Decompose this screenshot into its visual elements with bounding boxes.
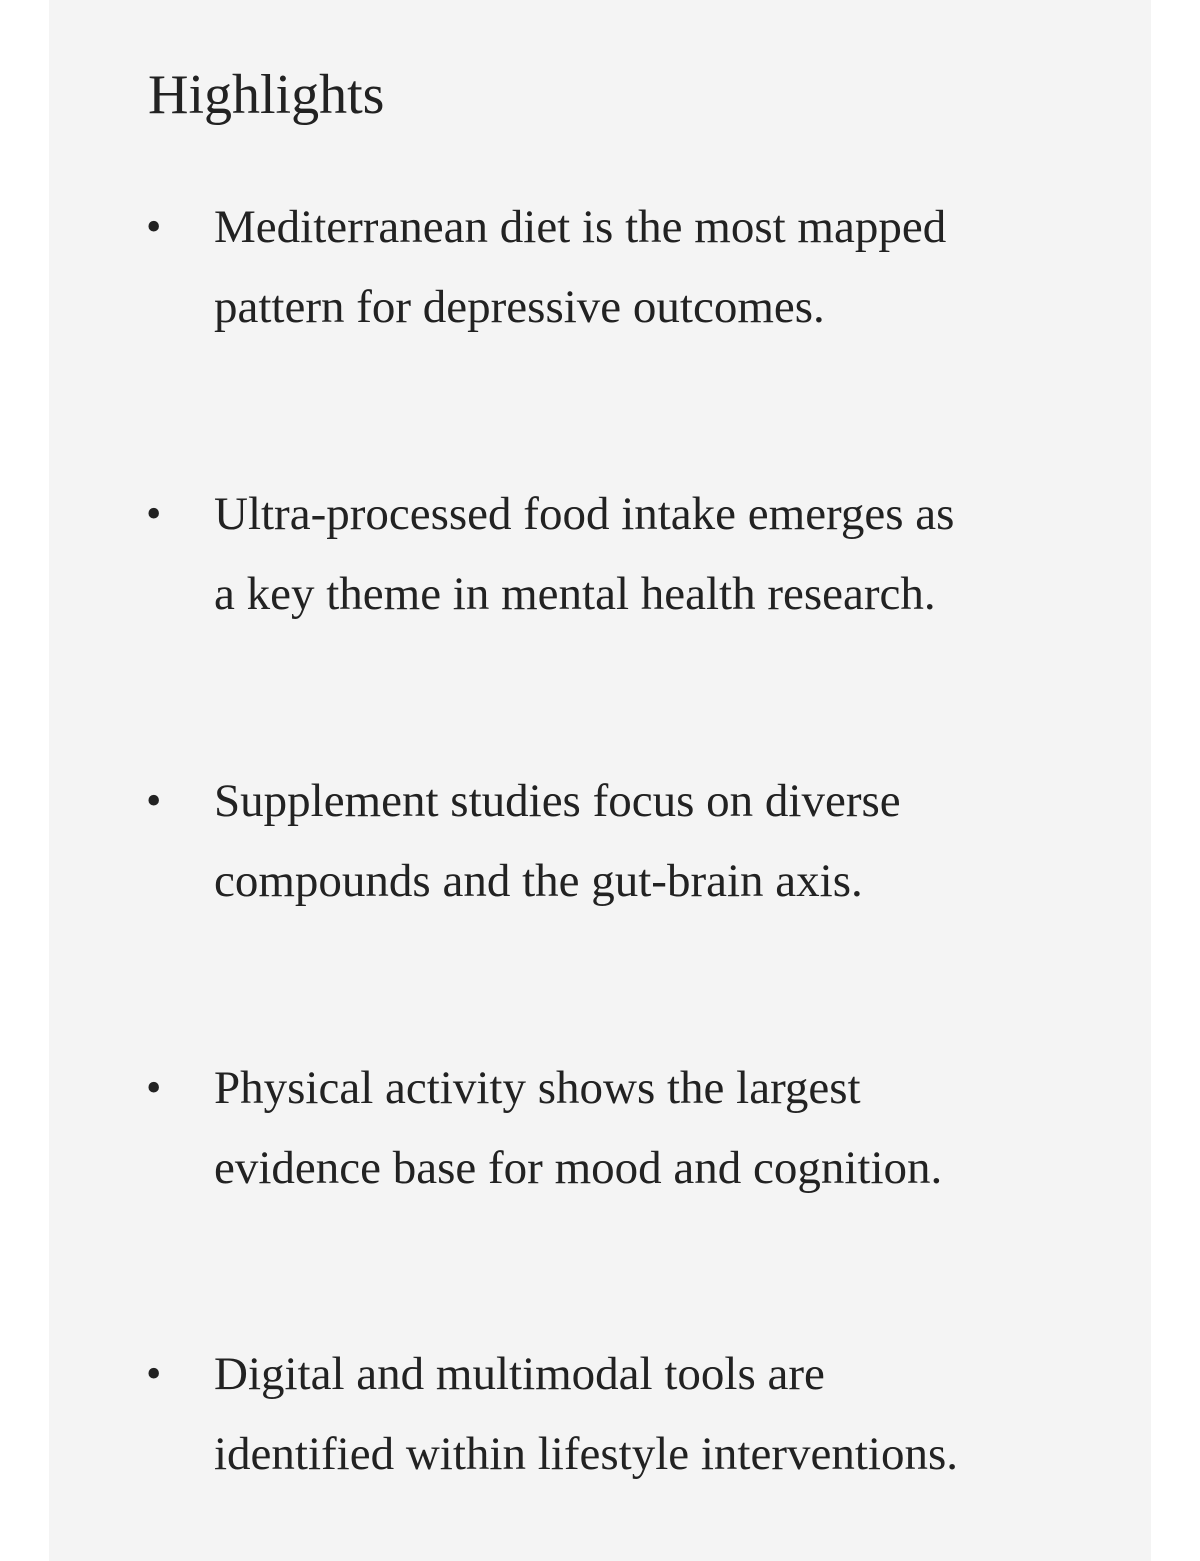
bullet-icon: • [146, 1063, 162, 1112]
highlights-heading: Highlights [148, 64, 385, 126]
highlight-text: Digital and multimodal tools are identified within lifestyle interventions. [214, 1348, 959, 1480]
highlight-text: Supplement studies focus on diverse compounds and the gut-brain axis. [214, 775, 901, 907]
highlight-text: Mediterranean diet is the most mapped pattern for depressive outcomes. [214, 201, 947, 333]
bullet-icon: • [146, 202, 162, 251]
bullet-icon: • [146, 489, 162, 538]
highlights-panel [49, 0, 1151, 1561]
bullet-icon: • [146, 1349, 162, 1398]
highlight-text: Ultra-processed food intake emerges as a key theme in mental health research. [214, 488, 955, 620]
highlight-text: Physical activity shows the largest evidence base for mood and cognition. [214, 1062, 943, 1194]
bullet-icon: • [146, 776, 162, 825]
